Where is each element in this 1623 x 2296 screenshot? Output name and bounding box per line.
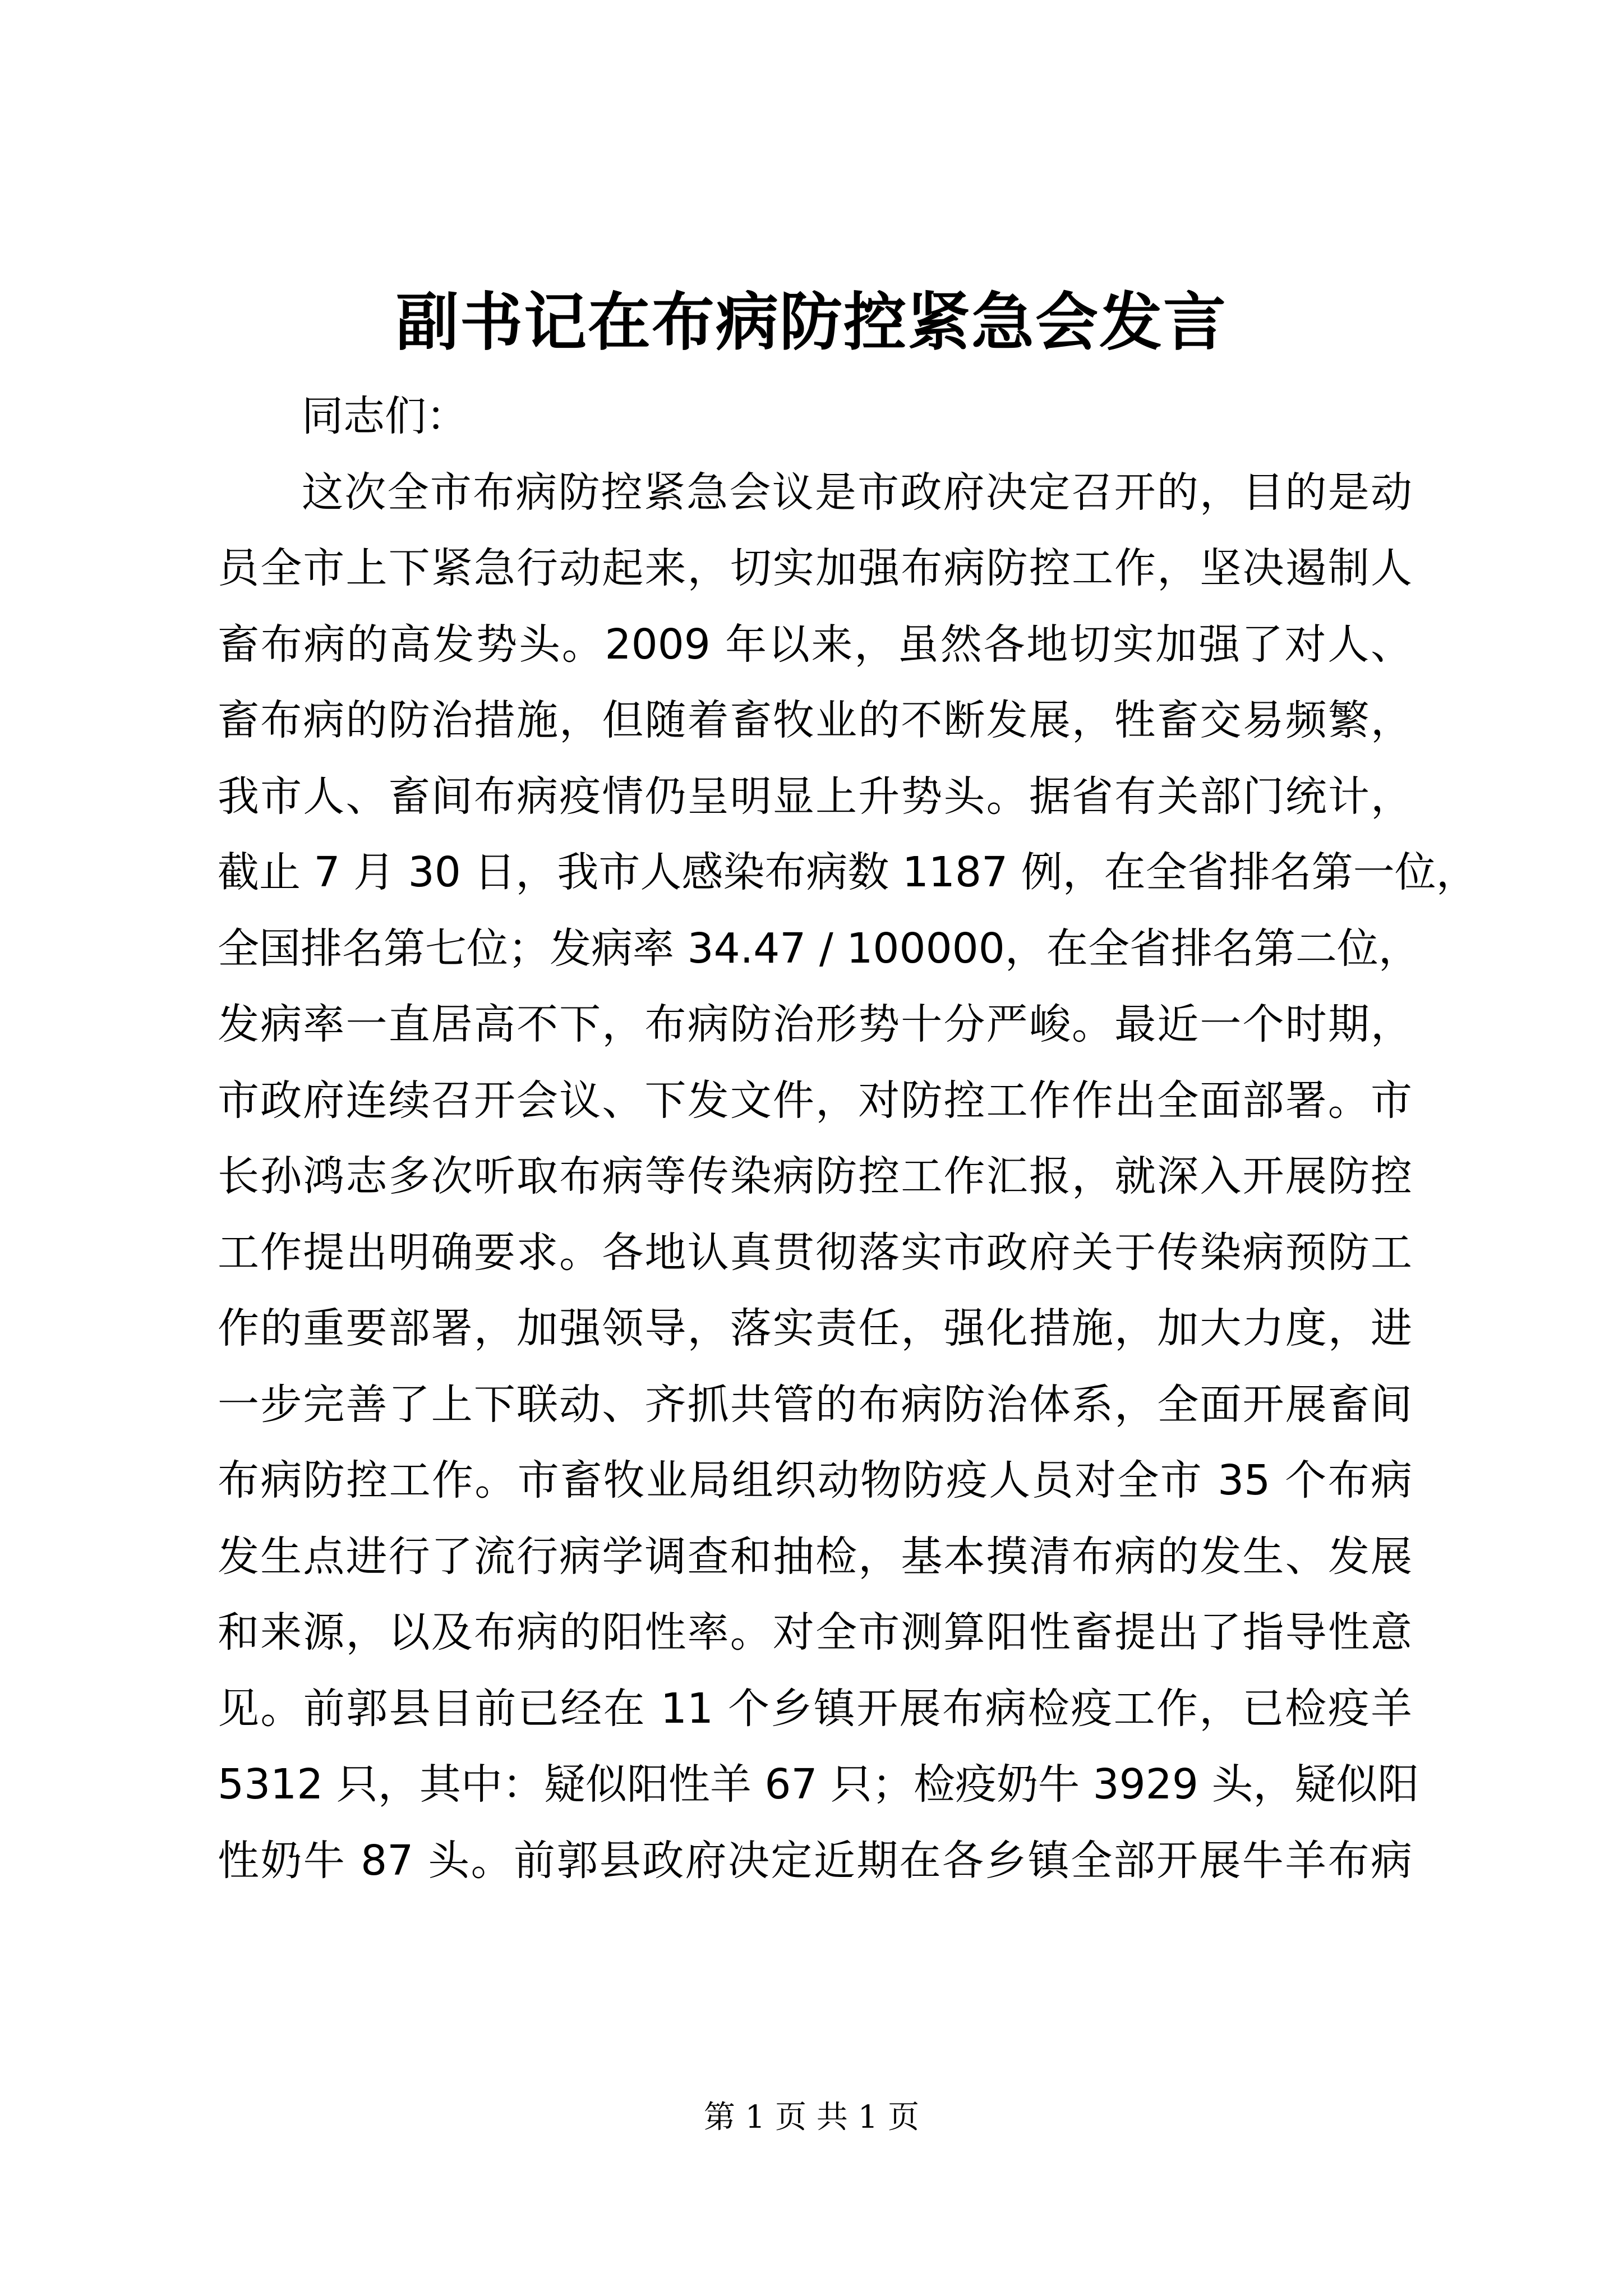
paragraph-line: 长孙鸿志多次听取布病等传染病防控工作汇报，就深入开展防控 (218, 1152, 1412, 1200)
paragraph-line: 布病防控工作。市畜牧业局组织动物防疫人员对全市 35 个布病 (218, 1456, 1412, 1504)
document-title: 副书记在布病防控紧急会发言 (396, 286, 1227, 359)
paragraph-line: 5312 只，其中：疑似阳性羊 67 只；检疫奶牛 3929 头，疑似阳 (218, 1760, 1419, 1809)
paragraph (218, 455, 1478, 1899)
paragraph-line: 性奶牛 87 头。前郭县政府决定近期在各乡镇全部开展牛羊布病 (218, 1836, 1412, 1885)
paragraph-line: 发生点进行了流行病学调查和抽检，基本摸清布病的发生、发展 (218, 1532, 1412, 1581)
paragraph-line: 这次全市布病防控紧急会议是市政府决定召开的，目的是动 (302, 468, 1412, 517)
paragraph-line: 员全市上下紧急行动起来，切实加强布病防控工作，坚决遏制人 (218, 544, 1412, 592)
paragraph-line: 作的重要部署，加强领导，落实责任，强化措施，加大力度，进 (218, 1304, 1412, 1352)
paragraph-line: 见。前郭县目前已经在 11 个乡镇开展布病检疫工作，已检疫羊 (218, 1684, 1412, 1733)
paragraph-line: 畜布病的高发势头。2009 年以来，虽然各地切实加强了对人、 (218, 620, 1412, 669)
paragraph-line: 我市人、畜间布病疫情仍呈明显上升势头。据省有关部门统计， (218, 772, 1412, 821)
paragraph-line: 和来源，以及布病的阳性率。对全市测算阳性畜提出了指导性意 (218, 1608, 1412, 1657)
paragraph-line: 畜布病的防治措施，但随着畜牧业的不断发展，牲畜交易频繁， (218, 696, 1412, 744)
paragraph-line: 工作提出明确要求。各地认真贯彻落实市政府关于传染病预防工 (218, 1228, 1412, 1277)
paragraph-line: 发病率一直居高不下，布病防治形势十分严峻。最近一个时期， (218, 1000, 1412, 1048)
greeting: 同志们： (302, 392, 468, 440)
document-body (218, 379, 1478, 1899)
paragraph-line: 截止 7 月 30 日，我市人感染布病数 1187 例，在全省排名第一位， (218, 848, 1478, 896)
paragraph-line: 全国排名第七位；发病率 34.47 / 100000，在全省排名第二位， (218, 924, 1420, 973)
page-footer: 第 1 页 共 1 页 (703, 2099, 920, 2136)
paragraph-line: 市政府连续召开会议、下发文件，对防控工作作出全面部署。市 (218, 1076, 1412, 1125)
paragraph-line: 一步完善了上下联动、齐抓共管的布病防治体系，全面开展畜间 (218, 1380, 1412, 1429)
